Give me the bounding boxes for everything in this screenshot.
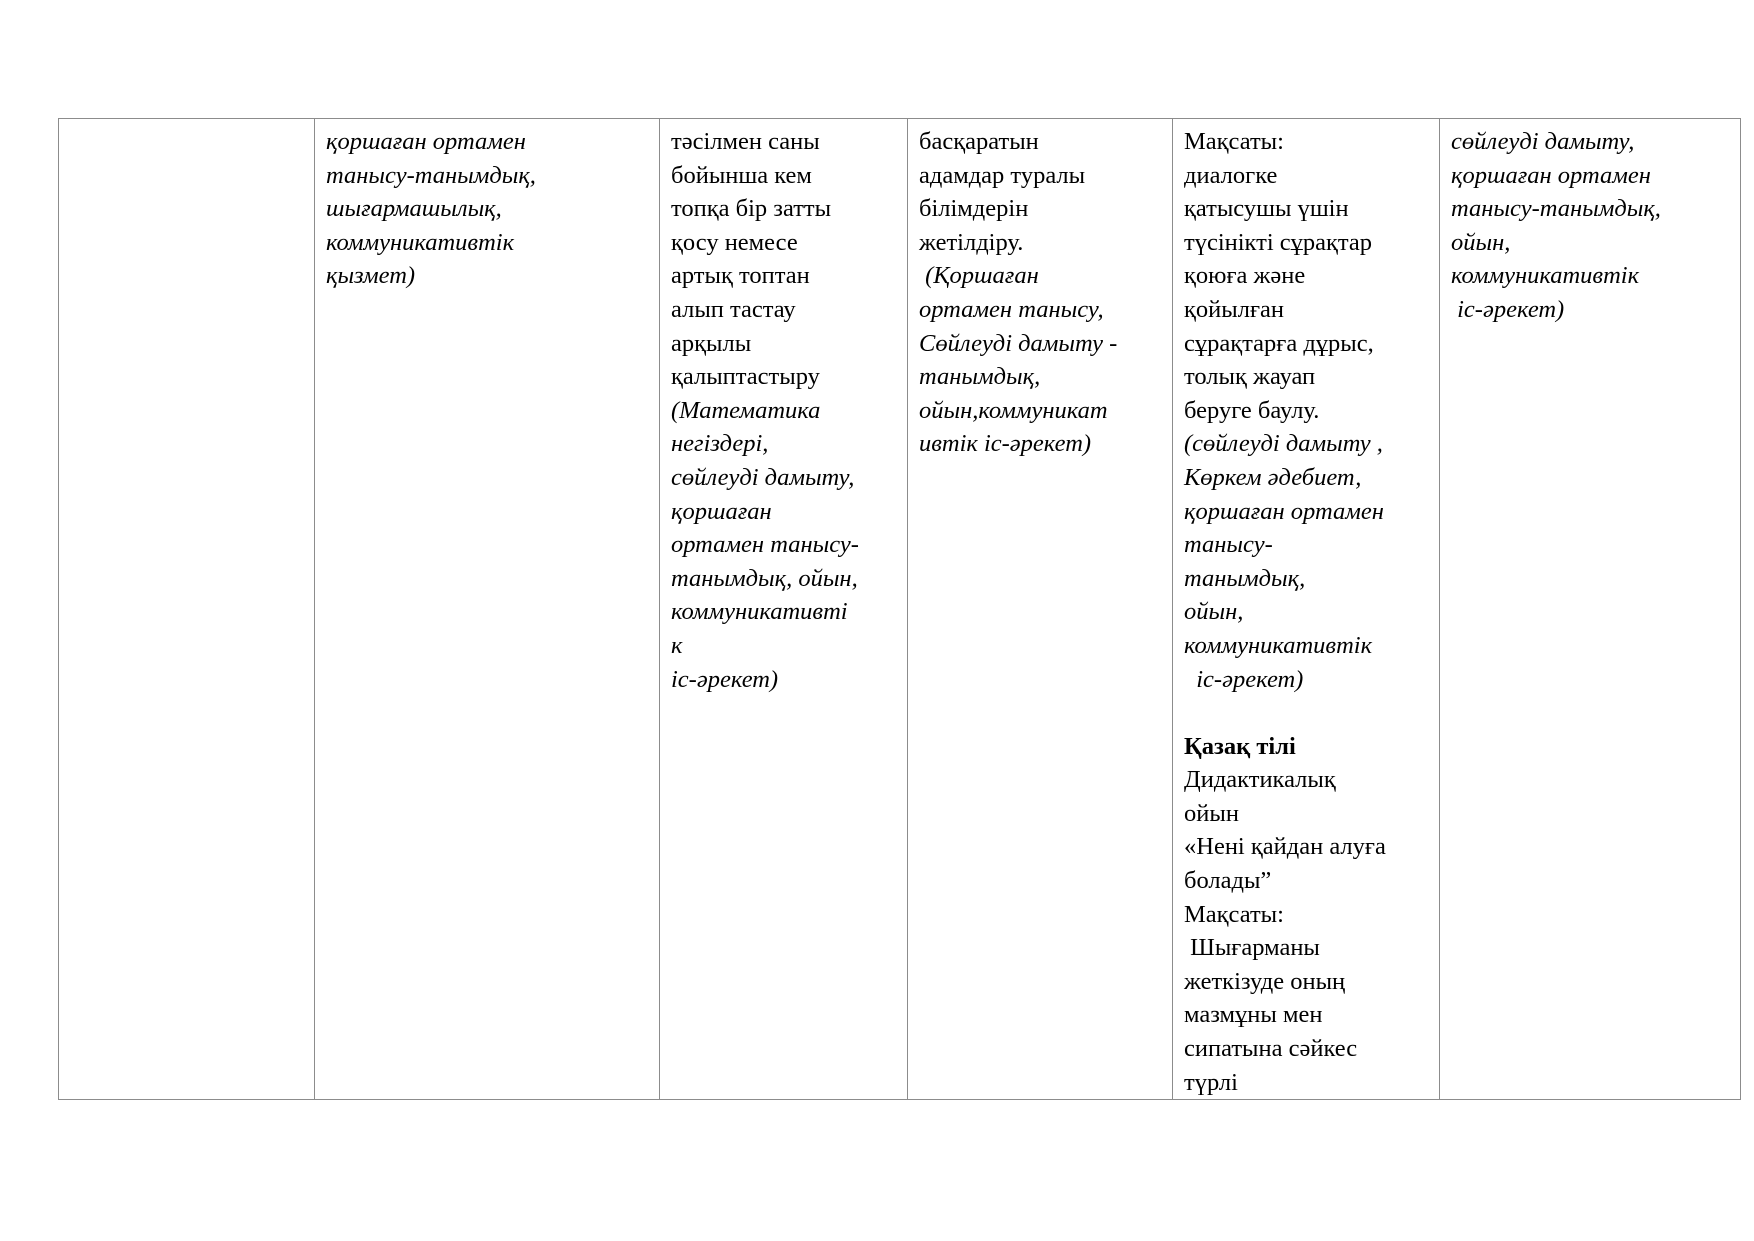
table-cell-4 — [908, 119, 1173, 1100]
cell-text-line: қатысушы үшін — [1184, 195, 1349, 223]
table-cell-6 — [1440, 119, 1741, 1100]
cell-text-line: коммуникативтік — [326, 228, 515, 256]
cell-text-line: адамдар туралы — [919, 161, 1086, 189]
cell-text-line: ортамен танысу- — [671, 531, 859, 559]
cell-text-line: қалыптастыру — [671, 363, 820, 391]
cell-text-line: коммуникативтік — [1451, 262, 1640, 290]
cell-text-line: білімдерін — [919, 195, 1029, 223]
cell-text-line: тәсілмен саны — [671, 128, 820, 155]
cell-text-line: танысу- — [1184, 531, 1273, 559]
cell-text-line: диалогке — [1184, 161, 1278, 189]
cell-text-line: түрлі — [1184, 1068, 1238, 1096]
table-cell-2 — [315, 119, 660, 1100]
cell-text-line: түсінікті сұрақтар — [1184, 228, 1373, 256]
cell-text-line: (Математика — [671, 396, 821, 424]
cell-text-line: сұрақтарға дұрыс, — [1184, 329, 1374, 357]
cell-text-line: қоршаған ортамен — [1184, 497, 1384, 525]
cell-text-line — [1184, 696, 1429, 730]
cell-text-line: Сөйлеуді дамыту - — [919, 329, 1118, 357]
cell-text-line: сөйлеуді дамыту, — [671, 463, 855, 491]
cell-text-line: артық топтан — [671, 262, 810, 290]
cell-text-line: ойын — [1184, 799, 1239, 827]
cell-text-line: қоюға және — [1184, 262, 1306, 290]
cell-text-line: ойын, — [1451, 228, 1511, 256]
cell-text-line: толық жауап — [1184, 363, 1316, 391]
cell-text-line: ойын, — [1184, 598, 1244, 626]
cell-text-line: танымдық, — [919, 363, 1041, 391]
cell-text-line: коммуникативтік — [1184, 631, 1373, 659]
cell-text-line: қызмет) — [326, 262, 416, 290]
cell-text-line: танысу-танымдық, — [1451, 195, 1661, 223]
cell-text-line: (Қоршаған — [919, 262, 1039, 290]
cell-text-line: жеткізуде оның — [1184, 967, 1346, 995]
cell-text-line: жетілдіру. — [919, 228, 1024, 256]
table-cell-3 — [660, 119, 908, 1100]
cell-text-line: (сөйлеуді дамыту , — [1184, 430, 1383, 458]
cell-text-line: мазмұны мен — [1184, 1001, 1323, 1029]
cell-text-line: басқаратын — [919, 128, 1039, 155]
cell-text-line: Шығарманы — [1184, 934, 1320, 962]
cell-text-line: беруге баулу. — [1184, 396, 1320, 424]
cell-text-line: іс-әрекет) — [1184, 665, 1304, 693]
table-cell-5 — [1173, 119, 1440, 1100]
cell-text-line: Көркем әдебиет, — [1184, 463, 1362, 491]
cell-text-line: іс-әрекет) — [671, 665, 779, 693]
cell-text-line: Қазақ тілі — [1184, 732, 1296, 760]
cell-text-line: «Нені қайдан алуға — [1184, 833, 1386, 861]
cell-text-line: танымдық, — [1184, 564, 1306, 592]
cell-text-line: ортамен танысу, — [919, 295, 1104, 323]
cell-text-line: к — [671, 631, 683, 659]
document-table — [58, 118, 1741, 1100]
cell-text-line: қосу немесе — [671, 228, 798, 256]
cell-text-line: шығармашылық, — [326, 195, 502, 223]
cell-text-line: сипатына сәйкес — [1184, 1035, 1358, 1063]
cell-text-line: іс-әрекет) — [1451, 295, 1565, 323]
cell-text-line: Мақсаты: — [1184, 900, 1284, 928]
cell-text-line: танымдық, ойын, — [671, 564, 858, 592]
cell-text-line: топқа бір затты — [671, 195, 832, 223]
table-row — [59, 119, 1741, 1100]
cell-text-line: арқылы — [671, 329, 752, 357]
cell-text-line: ивтік іс-әрекет) — [919, 430, 1092, 458]
cell-text-line: қойылған — [1184, 295, 1284, 323]
cell-text-line: қоршаған ортамен — [1451, 161, 1651, 189]
cell-text-line: танысу-танымдық, — [326, 161, 536, 189]
cell-text-line: алып тастау — [671, 295, 796, 323]
cell-text-line: негіздері, — [671, 430, 769, 458]
cell-text-line: Мақсаты: — [1184, 128, 1284, 155]
cell-text-line: ойын,коммуникат — [919, 396, 1108, 424]
cell-text-line: коммуникативті — [671, 598, 848, 626]
cell-text-line: қоршаған — [671, 497, 772, 525]
cell-text-line: болады” — [1184, 867, 1272, 895]
cell-text-line: қоршаған ортамен — [326, 128, 526, 155]
cell-text-line: сөйлеуді дамыту, — [1451, 128, 1635, 155]
cell-text-line: Дидактикалық — [1184, 766, 1336, 794]
cell-text-line: бойынша кем — [671, 161, 812, 189]
table-cell-1 — [59, 119, 315, 1100]
